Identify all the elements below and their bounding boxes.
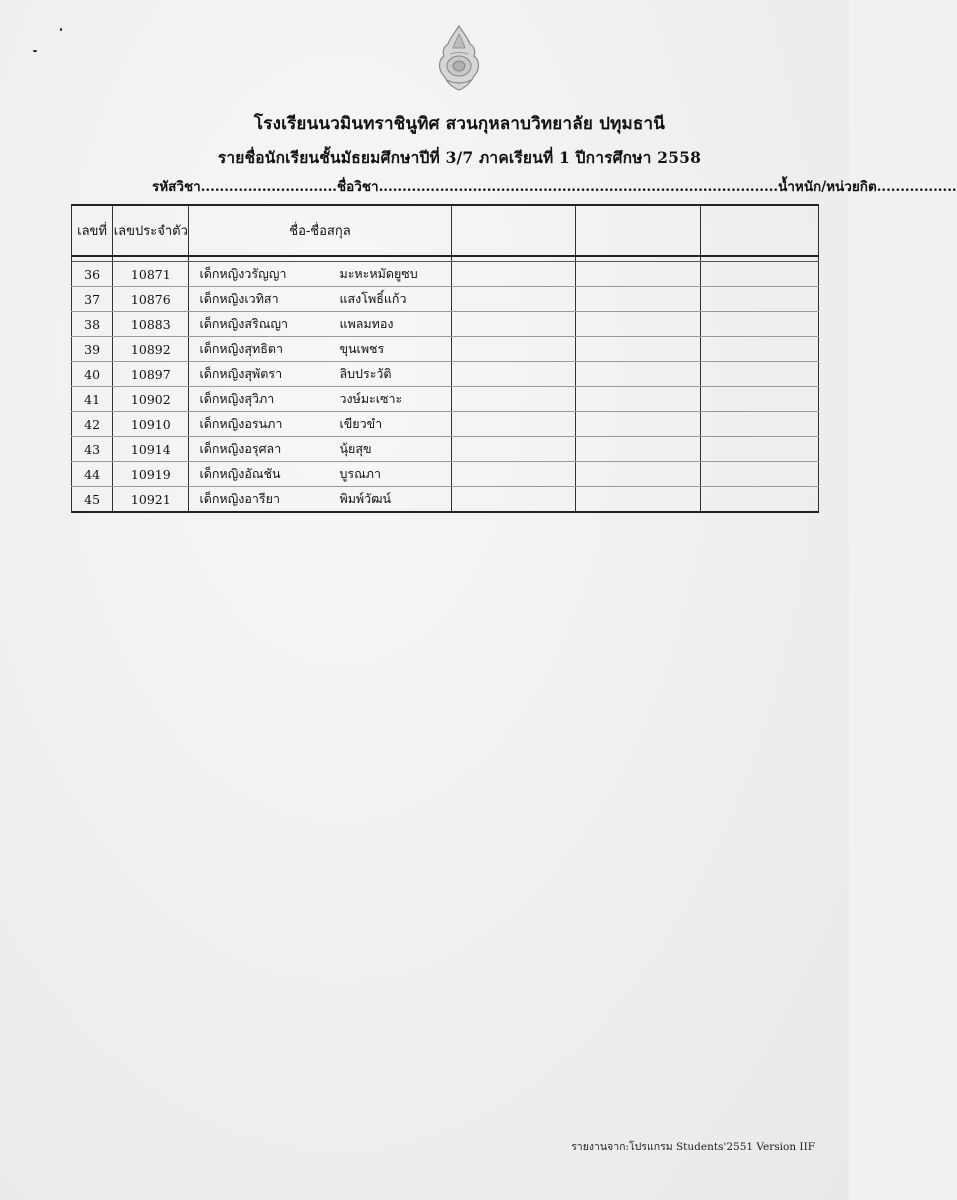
first-name: เด็กหญิงเวทิสา bbox=[199, 291, 279, 306]
table-row bbox=[72, 412, 819, 437]
cell-number: 36 bbox=[72, 262, 113, 287]
table-header-row bbox=[72, 205, 819, 256]
cell-name bbox=[189, 262, 451, 287]
last-name: บูรณภา bbox=[339, 466, 381, 481]
first-name: เด็กหญิงสุทธิตา bbox=[199, 341, 284, 356]
cell-name bbox=[189, 487, 451, 513]
table-row bbox=[72, 462, 819, 487]
subject-code-field: รหัสวิชา............................. bbox=[152, 179, 338, 195]
column-header-number: เลขที่ bbox=[72, 205, 113, 256]
first-name: เด็กหญิงสริณญา bbox=[199, 316, 289, 331]
first-name: เด็กหญิงสุวิภา bbox=[199, 391, 275, 406]
cell-student-id: 10902 bbox=[113, 387, 189, 412]
cell-blank bbox=[451, 362, 576, 387]
cell-student-id: 10876 bbox=[113, 287, 189, 312]
column-header-blank bbox=[576, 205, 701, 256]
column-header-name: ชื่อ-ชื่อสกุล bbox=[189, 205, 451, 256]
last-name: แพลมทอง bbox=[339, 316, 394, 331]
cell-blank bbox=[576, 362, 701, 387]
column-header-blank bbox=[700, 205, 819, 256]
first-name: เด็กหญิงอารียา bbox=[199, 491, 280, 506]
last-name: วงษ์มะเซาะ bbox=[339, 391, 403, 406]
credit-field: น้ำหนัก/หน่วยกิต................. bbox=[778, 179, 957, 195]
class-subtitle: รายชื่อนักเรียนชั้นมัธยมศึกษาปีที่ 3/7 ภาคเรียนที่ 1 ปีการศึกษา 2558 bbox=[217, 148, 702, 167]
cell-number: 45 bbox=[72, 487, 113, 513]
cell-blank bbox=[576, 262, 701, 287]
cell-blank bbox=[576, 387, 701, 412]
cell-blank bbox=[576, 337, 701, 362]
cell-student-id: 10910 bbox=[113, 412, 189, 437]
cell-blank bbox=[700, 437, 819, 462]
cell-name bbox=[189, 387, 451, 412]
school-emblem-icon bbox=[432, 24, 486, 92]
table-row bbox=[72, 387, 819, 412]
table-row bbox=[72, 437, 819, 462]
column-header-blank bbox=[451, 205, 576, 256]
last-name: เขียวขำ bbox=[339, 416, 383, 431]
table-row bbox=[72, 337, 819, 362]
cell-blank bbox=[451, 312, 576, 337]
cell-blank bbox=[576, 287, 701, 312]
school-title: โรงเรียนนวมินทราชินูทิศ สวนกุหลาบวิทยาลัย ปทุมธานี bbox=[253, 114, 666, 134]
table-row bbox=[72, 312, 819, 337]
last-name: นุ้ยสุข bbox=[339, 441, 372, 456]
cell-blank bbox=[451, 337, 576, 362]
cell-number: 37 bbox=[72, 287, 113, 312]
last-name: แสงโพธิ์แก้ว bbox=[339, 291, 407, 306]
subject-info-line bbox=[152, 175, 957, 197]
cell-name bbox=[189, 312, 451, 337]
scan-speck bbox=[60, 28, 62, 31]
first-name: เด็กหญิงอรุศลา bbox=[199, 441, 282, 456]
table-row bbox=[72, 487, 819, 513]
cell-blank bbox=[700, 312, 819, 337]
cell-name bbox=[189, 287, 451, 312]
cell-blank bbox=[700, 412, 819, 437]
cell-blank bbox=[576, 412, 701, 437]
cell-number: 40 bbox=[72, 362, 113, 387]
cell-name bbox=[189, 462, 451, 487]
first-name: เด็กหญิงวรัญญา bbox=[199, 266, 287, 281]
cell-name bbox=[189, 412, 451, 437]
cell-blank bbox=[451, 412, 576, 437]
cell-name bbox=[189, 437, 451, 462]
last-name: มะหะหมัดยูซบ bbox=[339, 266, 418, 281]
cell-blank bbox=[451, 262, 576, 287]
cell-student-id: 10914 bbox=[113, 437, 189, 462]
last-name: พิมพ์วัฒน์ bbox=[339, 491, 392, 506]
cell-blank bbox=[700, 387, 819, 412]
scan-speck bbox=[33, 50, 37, 52]
cell-blank bbox=[700, 287, 819, 312]
last-name: ขุนเพชร bbox=[339, 341, 385, 356]
cell-number: 39 bbox=[72, 337, 113, 362]
first-name: เด็กหญิงอรนภา bbox=[199, 416, 283, 431]
cell-number: 38 bbox=[72, 312, 113, 337]
cell-blank bbox=[451, 487, 576, 513]
cell-blank bbox=[576, 487, 701, 513]
cell-blank bbox=[576, 312, 701, 337]
cell-number: 42 bbox=[72, 412, 113, 437]
cell-blank bbox=[451, 287, 576, 312]
cell-student-id: 10892 bbox=[113, 337, 189, 362]
cell-student-id: 10883 bbox=[113, 312, 189, 337]
cell-blank bbox=[576, 437, 701, 462]
table-row bbox=[72, 362, 819, 387]
cell-blank bbox=[451, 462, 576, 487]
cell-blank bbox=[451, 437, 576, 462]
first-name: เด็กหญิงสุพัตรา bbox=[199, 366, 283, 381]
subject-name-field: ชื่อวิชา..................................................................................... bbox=[337, 179, 779, 195]
cell-student-id: 10921 bbox=[113, 487, 189, 513]
cell-name bbox=[189, 337, 451, 362]
cell-student-id: 10897 bbox=[113, 362, 189, 387]
cell-blank bbox=[700, 262, 819, 287]
cell-blank bbox=[700, 362, 819, 387]
cell-blank bbox=[700, 462, 819, 487]
cell-student-id: 10919 bbox=[113, 462, 189, 487]
cell-blank bbox=[576, 462, 701, 487]
cell-blank bbox=[451, 387, 576, 412]
report-footer: รายงานจาก:โปรแกรม Students'2551 Version IIF bbox=[571, 1141, 815, 1153]
cell-number: 43 bbox=[72, 437, 113, 462]
column-header-student-id: เลขประจำตัว bbox=[113, 205, 189, 256]
cell-number: 44 bbox=[72, 462, 113, 487]
cell-number: 41 bbox=[72, 387, 113, 412]
table-row bbox=[72, 287, 819, 312]
cell-blank bbox=[700, 487, 819, 513]
last-name: ลิบประวัติ bbox=[339, 366, 392, 381]
cell-student-id: 10871 bbox=[113, 262, 189, 287]
cell-name bbox=[189, 362, 451, 387]
student-roster-table bbox=[71, 204, 819, 513]
cell-blank bbox=[700, 337, 819, 362]
first-name: เด็กหญิงอัณชัน bbox=[199, 466, 281, 481]
table-row bbox=[72, 262, 819, 287]
